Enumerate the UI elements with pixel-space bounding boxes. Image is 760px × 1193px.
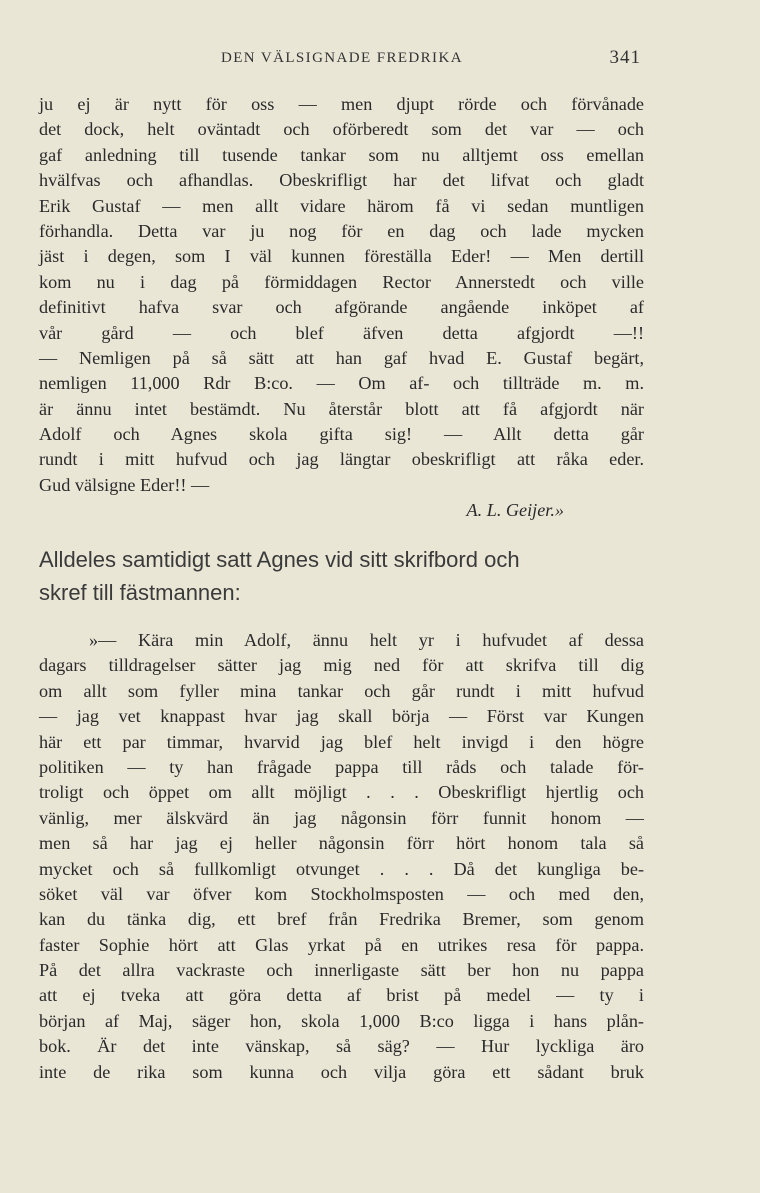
text-line: »— Kära min Adolf, ännu helt yr i hufvudet af dessa (89, 630, 644, 650)
text-line: bok. Är det inte vänskap, så säg? — Hur lyckliga äro (39, 1036, 644, 1057)
letter2-text (39, 628, 644, 1085)
text-line: vänlig, mer älskvärd än jag någonsin förr funnit honom — (39, 807, 644, 828)
text-line: Erik Gustaf — men allt vidare härom få vi sedan muntligen (39, 195, 644, 216)
section-heading (39, 543, 644, 609)
text-line: — jag vet knappast hvar jag skall börja — Först var Kungen (39, 706, 644, 727)
text-line: gaf anledning till tusende tankar som nu alltjemt oss emellan (39, 144, 644, 165)
text-line: inte de rika som kunna och vilja göra ett sådant bruk (39, 1061, 644, 1082)
text-line: Adolf och Agnes skola gifta sig! — Allt detta går (39, 424, 644, 445)
text-line: här ett par timmar, hvarvid jag blef helt invigd i den högre (39, 731, 644, 752)
text-line: vår gård — och blef äfven detta afgjordt —!! (39, 322, 644, 343)
text-line: söket väl var öfver kom Stockholmsposten — och med den, (39, 883, 644, 904)
text-line: om allt som fyller mina tankar och går rundt i mitt hufvud (39, 680, 644, 701)
text-line: hvälfvas och afhandlas. Obeskrifligt har det lifvat och gladt (39, 170, 644, 191)
text-line: förhandla. Detta var ju nog för en dag och lade mycken (39, 220, 644, 241)
text-line: mycket och så fullkomligt otvunget . . . Då det kungliga be- (39, 858, 644, 879)
text-line: att ej tveka att göra detta af brist på medel — ty i (39, 985, 644, 1006)
heading-line: Alldeles samtidigt satt Agnes vid sitt skrifbord och (39, 547, 520, 572)
text-line: början af Maj, säger hon, skola 1,000 B:co ligga i hans plån- (39, 1010, 644, 1031)
running-title: DEN VÄLSIGNADE FREDRIKA (221, 50, 463, 66)
text-line: jäst i degen, som I väl kunnen föreställa Eder! — Men dertill (39, 246, 644, 267)
text-line: är ännu intet bestämdt. Nu återstår blott att få afgjordt när (39, 398, 644, 419)
text-line: men så har jag ej heller någonsin förr hört honom tala så (39, 833, 644, 854)
text-line: definitivt hafva svar och afgörande angående inköpet af (39, 297, 644, 318)
running-header (221, 47, 641, 68)
heading-line: skref till fästmannen: (39, 580, 241, 605)
text-line: dagars tilldragelser sätter jag mig ned för att skrifva till dig (39, 655, 644, 676)
text-line: kom nu i dag på förmiddagen Rector Annerstedt och ville (39, 271, 644, 292)
text-line: ju ej är nytt för oss — men djupt rörde och förvånade (39, 94, 644, 114)
text-line: det dock, helt oväntadt och oförberedt som det var — och (39, 119, 644, 140)
text-line: Gud välsigne Eder!! — (39, 474, 210, 495)
letter-text (39, 92, 644, 524)
signature: A. L. Geijer.» (466, 500, 564, 521)
page-number: 341 (609, 47, 641, 68)
text-line: troligt och öppet om allt möjligt . . . Obeskrifligt hjertlig och (39, 782, 644, 803)
text-line: — Nemligen på så sätt att han gaf hvad E. Gustaf begärt, (39, 347, 644, 368)
text-line: nemligen 11,000 Rdr B:co. — Om af- och tillträde m. m. (39, 373, 644, 394)
text-line: På det allra vackraste och innerligaste sätt ber hon nu pappa (39, 960, 644, 981)
text-line: kan du tänka dig, ett bref från Fredrika Bremer, som genom (39, 909, 644, 930)
text-line: politiken — ty han frågade pappa till råds och talade för- (39, 756, 644, 777)
text-line: rundt i mitt hufvud och jag längtar obeskrifligt att råka eder. (39, 449, 644, 470)
text-line: faster Sophie hört att Glas yrkat på en utrikes resa för pappa. (39, 934, 644, 955)
